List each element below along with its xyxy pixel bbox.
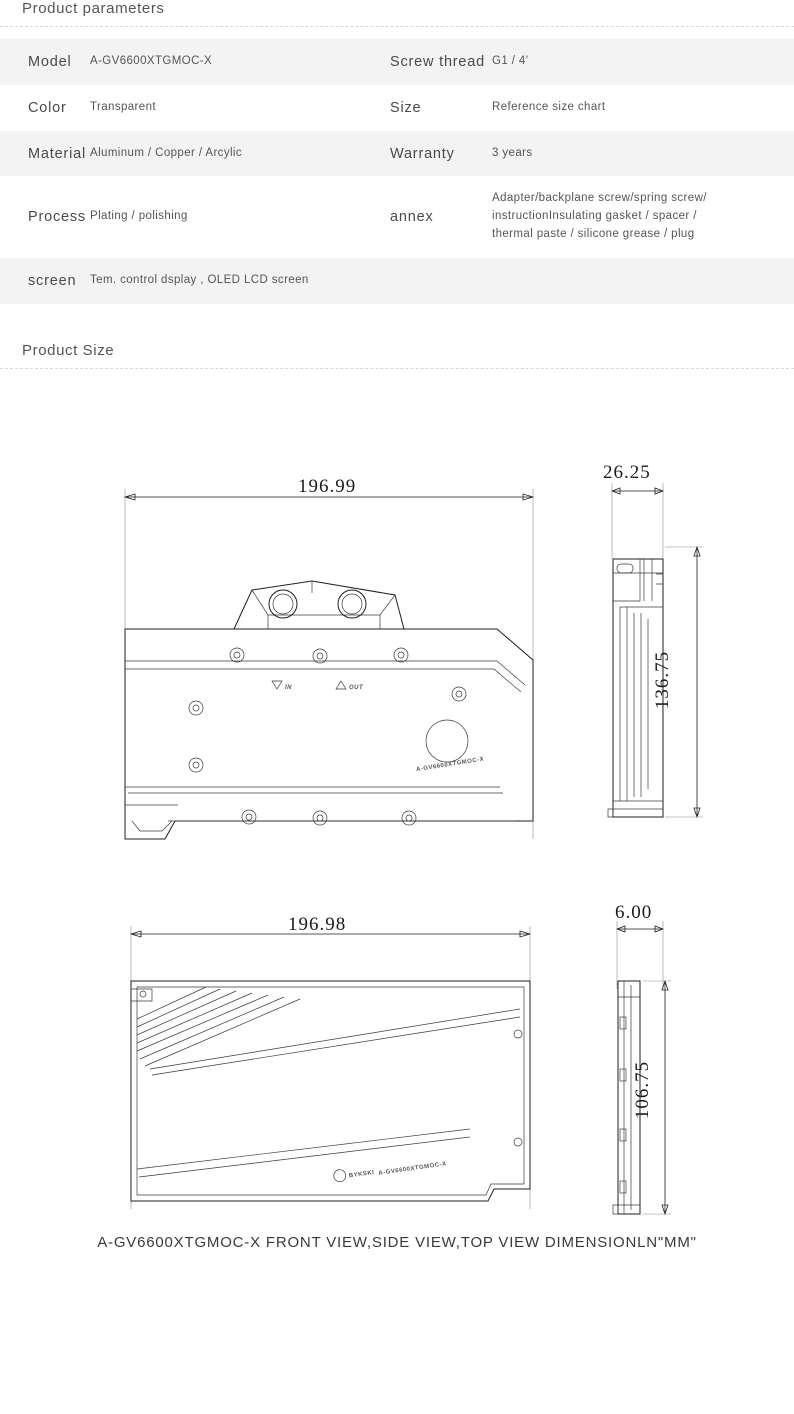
product-size-section — [0, 342, 794, 1269]
table-row — [0, 258, 794, 304]
table-row — [0, 85, 794, 131]
param-value-model: A-GV6600XTGMOC-X — [90, 55, 213, 67]
param-key-color: Color — [28, 99, 67, 116]
dimension-side-height: 136.75 — [652, 650, 673, 709]
top-view — [131, 926, 530, 1209]
front-view-body — [125, 581, 533, 839]
param-value-material: Aluminum / Copper / Arcylic — [90, 146, 243, 159]
param-key-process: Process — [28, 209, 86, 226]
dimension-back-height: 106.75 — [632, 1060, 653, 1119]
out-label-text: OUT — [349, 684, 364, 691]
page-title: Product parameters — [0, 0, 794, 27]
side-view — [608, 483, 703, 817]
param-key-screw-thread: Screw thread — [390, 53, 486, 70]
product-size-title: Product Size — [0, 342, 794, 369]
front-engraving-text: A-GV6600XTGMOC-X — [415, 756, 485, 773]
param-key-material: Material — [28, 145, 86, 162]
annex-line-1: Adapter/backplane screw/spring screw/ — [492, 192, 707, 205]
drawing-svg — [0, 369, 794, 1269]
param-value-screen: Tem. control dsplay , OLED LCD screen — [90, 273, 309, 286]
table-row — [0, 176, 794, 257]
param-value-annex — [492, 176, 792, 257]
back-view — [613, 921, 671, 1214]
param-value-screw-thread: G1 / 4' — [492, 55, 529, 67]
dimension-front-width: 196.99 — [298, 475, 357, 497]
param-key-size: Size — [390, 99, 422, 116]
param-key-annex: annex — [390, 209, 434, 226]
dimension-top-width: 196.98 — [288, 913, 347, 935]
annex-line-3: thermal paste / silicone grease / plug — [492, 228, 695, 241]
param-key-model: Model — [28, 53, 72, 70]
param-value-process: Plating / polishing — [90, 210, 188, 223]
annex-line-2: instructionInsulating gasket / spacer / — [492, 210, 697, 223]
dimension-side-width: 26.25 — [603, 461, 651, 483]
technical-drawing — [0, 369, 794, 1269]
param-value-warranty: 3 years — [492, 146, 533, 159]
drawing-caption: A-GV6600XTGMOC-X FRONT VIEW,SIDE VIEW,TOP VIEW DIMENSIONLN"MM" — [97, 1233, 697, 1251]
front-view-dimension-line — [125, 489, 533, 839]
param-value-color: Transparent — [90, 100, 156, 113]
in-label-text: IN — [285, 684, 292, 691]
top-engraving-text: A-GV6600XTGMOC-X — [378, 1160, 447, 1177]
param-key-screen: screen — [28, 272, 77, 289]
param-key-empty — [492, 258, 622, 304]
table-row — [0, 39, 794, 85]
table-row — [0, 131, 794, 177]
flow-direction-markers — [272, 681, 364, 691]
dimension-back-width: 6.00 — [615, 901, 653, 923]
product-parameters-section — [0, 0, 794, 304]
param-value-empty — [622, 258, 782, 304]
param-key-warranty: Warranty — [390, 145, 455, 162]
parameters-table — [0, 39, 794, 304]
screw-holes — [189, 648, 466, 825]
brand-engraving-text: BYKSKI — [348, 1169, 375, 1180]
param-value-size: Reference size chart — [492, 100, 606, 113]
